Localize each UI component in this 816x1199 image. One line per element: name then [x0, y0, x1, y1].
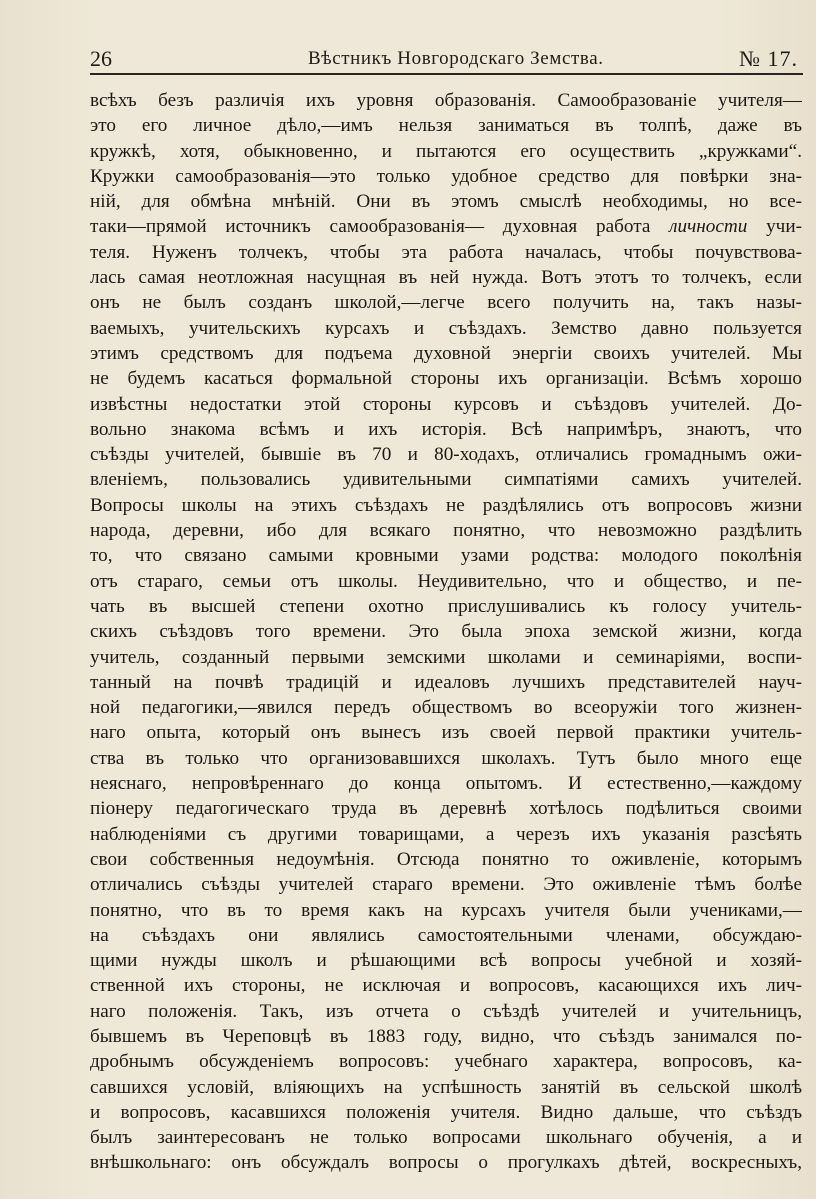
- text-line: отличались съѣзды учителей стараго времени. Это оживленіе тѣмъ болѣе: [90, 874, 802, 896]
- text-line: ній, для обмѣна мнѣній. Они въ этомъ смыслѣ необходимы, но все-: [90, 191, 802, 213]
- text-line: учитель, созданный первыми земскими школами и семинаріями, воспи-: [90, 646, 802, 668]
- text-line: скихъ съѣздовъ того времени. Это была эпоха земской жизни, когда: [90, 621, 802, 643]
- text-line: чать въ высшей степени охотно прислушивались къ голосу учитель-: [90, 595, 802, 617]
- text-line: вольно знакома всѣмъ и ихъ исторія. Всѣ напримѣръ, знаютъ, что: [90, 418, 802, 440]
- text-line: теля. Нуженъ толчекъ, чтобы эта работа началась, чтобы почувствова-: [90, 241, 802, 263]
- header-rule: [90, 73, 803, 75]
- text-line: ной педагогики,—явился передъ обществомъ во всеоружіи того жизнен-: [90, 697, 802, 719]
- text-line: піонеру педагогическаго труда въ деревнѣ хотѣлось подѣлиться своими: [90, 798, 802, 820]
- text-line: ственной ихъ стороны, не исключая и вопросовъ, касающихся ихъ лич-: [90, 975, 802, 997]
- text-line: и вопросовъ, касавшихся положенія учителя. Видно дальше, что съѣздъ: [90, 1101, 802, 1123]
- emphasized-word: личности: [669, 216, 748, 238]
- text-line: савшихся условій, вліяющихъ на успѣшность занятій въ сельской школѣ: [90, 1076, 802, 1098]
- text-line: таки—прямой источникъ самообразованія— духовная работа личности учи-: [90, 216, 802, 238]
- text-line: былъ заинтересованъ не только вопросами школьнаго обученія, а и: [90, 1127, 802, 1149]
- text-line: наблюденіями съ другими товарищами, а черезъ ихъ указанія разсѣять: [90, 823, 802, 845]
- text-line: дробнымъ обсужденіемъ вопросовъ: учебнаго характера, вопросовъ, ка-: [90, 1051, 802, 1073]
- text-line: кружкѣ, хотя, обыкновенно, и пытаются его осуществить „кружками“.: [90, 140, 802, 162]
- text-line: ваемыхъ, учительскихъ курсахъ и съѣздахъ. Земство давно пользуется: [90, 317, 802, 339]
- text-line: на съѣздахъ они являлись самостоятельными членами, обсуждаю-: [90, 924, 802, 946]
- text-line: наго положенія. Такъ, изъ отчета о съѣздѣ учителей и учительницъ,: [90, 1000, 802, 1022]
- text-line: не будемъ касаться формальной стороны ихъ организаціи. Всѣмъ хорошо: [90, 368, 802, 390]
- issue-number: № 17.: [739, 46, 798, 71]
- text-line: народа, деревни, ибо для всякаго понятно, что невозможно раздѣлить: [90, 520, 802, 542]
- text-line: вленіемъ, пользовались удивительными симпатіями самихъ учителей.: [90, 469, 802, 491]
- journal-title: Вѣстникъ Новгородскаго Земства.: [308, 48, 604, 69]
- text-line: онъ не былъ созданъ школой,—легче всего получить на, такъ назы-: [90, 292, 802, 314]
- running-header: [90, 42, 802, 74]
- text-line: внѣшкольнаго: онъ обсуждалъ вопросы о прогулкахъ дѣтей, воскресныхъ,: [90, 1152, 802, 1174]
- text-line: лась самая неотложная насущная въ ней нужда. Вотъ этотъ то толчекъ, если: [90, 267, 802, 289]
- text-line: ства въ только что организовавшихся школахъ. Тутъ было много еще: [90, 747, 802, 769]
- text-line: этимъ средствомъ для подъема духовной энергіи своихъ учителей. Мы: [90, 342, 802, 364]
- text-line: то, что связано самыми кровными узами родства: молодого поколѣнія: [90, 545, 802, 567]
- text-line: всѣхъ безъ различія ихъ уровня образованія. Самообразованіе учителя—: [90, 90, 802, 111]
- text-line: неяснаго, непровѣреннаго до конца опытомъ. И естественно,—каждому: [90, 773, 802, 795]
- text-line: это его личное дѣло,—имъ нельзя заниматься въ толпѣ, даже въ: [90, 115, 802, 137]
- page-number: 26: [90, 46, 112, 71]
- text-line: понятно, что въ то время какъ на курсахъ учителя были учениками,—: [90, 899, 802, 921]
- text-line: наго опыта, который онъ вынесъ изъ своей первой практики учитель-: [90, 722, 802, 744]
- article-body: [90, 88, 802, 1176]
- text-line: бывшемъ въ Череповцѣ въ 1883 году, видно, что съѣздъ занимался по-: [90, 1025, 802, 1047]
- text-line: извѣстны недостатки этой стороны курсовъ и съѣздовъ учителей. До-: [90, 393, 802, 415]
- text-line: отъ стараго, семьи отъ школы. Неудивительно, что и общество, и пе-: [90, 570, 802, 592]
- text-line: танный на почвѣ традицій и идеаловъ лучшихъ представителей науч-: [90, 671, 802, 693]
- text-line: съѣзды учителей, бывшіе въ 70 и 80-ходахъ, отличались громаднымъ ожи-: [90, 444, 802, 466]
- text-line: щими нужды школъ и рѣшающими всѣ вопросы учебной и хозяй-: [90, 950, 802, 972]
- text-line: Вопросы школы на этихъ съѣздахъ не раздѣлялись отъ вопросовъ жизни: [90, 494, 802, 516]
- text-line: свои собственныя недоумѣнія. Отсюда понятно то оживленіе, которымъ: [90, 848, 802, 870]
- text-line: Кружки самообразованія—это только удобное средство для повѣрки зна-: [90, 165, 802, 187]
